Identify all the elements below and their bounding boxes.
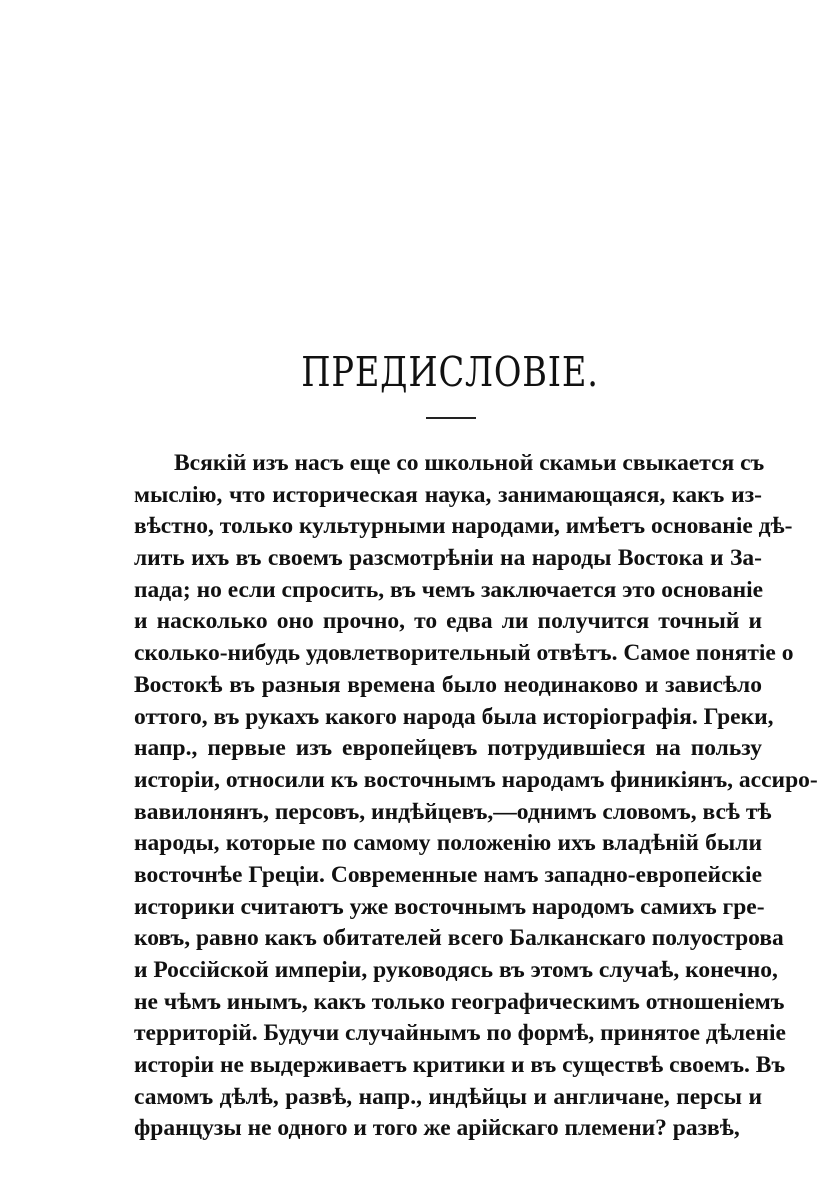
text-line: лить ихъ въ своемъ разсмотрѣніи на народы Востока и За- (134, 545, 762, 572)
text-line: Востокѣ въ разныя времена было неодинаково и зависѣло (134, 671, 762, 698)
text-line: и Россійской имперіи, руководясь въ этомъ случаѣ, конечно, (134, 957, 778, 983)
text-line: мыслію, что историческая наука, занимающаяся, какъ из- (134, 481, 762, 508)
text-line: народы, которые по самому положенію ихъ владѣній были (134, 830, 762, 857)
title-divider (426, 417, 476, 419)
text-line: напр., первые изъ европейцевъ потрудившіеся на пользу (134, 735, 762, 762)
text-line: восточнѣе Греціи. Современные намъ западно-европейскіе (134, 861, 762, 888)
text-line: территорій. Будучи случайнымъ по формѣ, принятое дѣленіе (134, 1020, 786, 1047)
text-line: самомъ дѣлѣ, развѣ, напр., индѣйцы и англичане, персы и (134, 1083, 762, 1110)
page-title: ПРЕДИСЛОВІЕ. (301, 348, 599, 396)
text-line: пада; но если спросить, въ чемъ заключается это основаніе (134, 576, 764, 603)
text-line: сколько-нибудь удовлетворительный отвѣтъ. Самое понятіе о (134, 640, 794, 667)
text-line: вавилонянъ, персовъ, индѣйцевъ,—однимъ словомъ, всѣ тѣ (134, 798, 772, 825)
text-line: историки считаютъ уже восточнымъ народомъ самихъ гре- (134, 893, 765, 920)
text-line: оттого, въ рукахъ какого народа была исторіографія. Греки, (134, 703, 774, 730)
text-line: Всякій изъ насъ еще со школьной скамьи свыкается съ (174, 450, 765, 476)
text-line: и насколько оно прочно, то едва ли получится точный и (134, 608, 762, 635)
text-line: исторіи, относили къ восточнымъ народамъ финикіянъ, ассиро- (134, 766, 818, 793)
text-line: исторіи не выдерживаетъ критики и въ существѣ своемъ. Въ (134, 1052, 786, 1079)
text-line: ковъ, равно какъ обитателей всего Балканскаго полуострова (134, 925, 784, 952)
text-line: не чѣмъ инымъ, какъ только географическимъ отношеніемъ (134, 988, 785, 1015)
preface-paragraph (134, 448, 818, 1145)
text-line: французы не одного и того же арійскаго племени? развѣ, (134, 1115, 740, 1142)
text-line: вѣстно, только культурными народами, имѣетъ основаніе дѣ- (134, 513, 793, 540)
